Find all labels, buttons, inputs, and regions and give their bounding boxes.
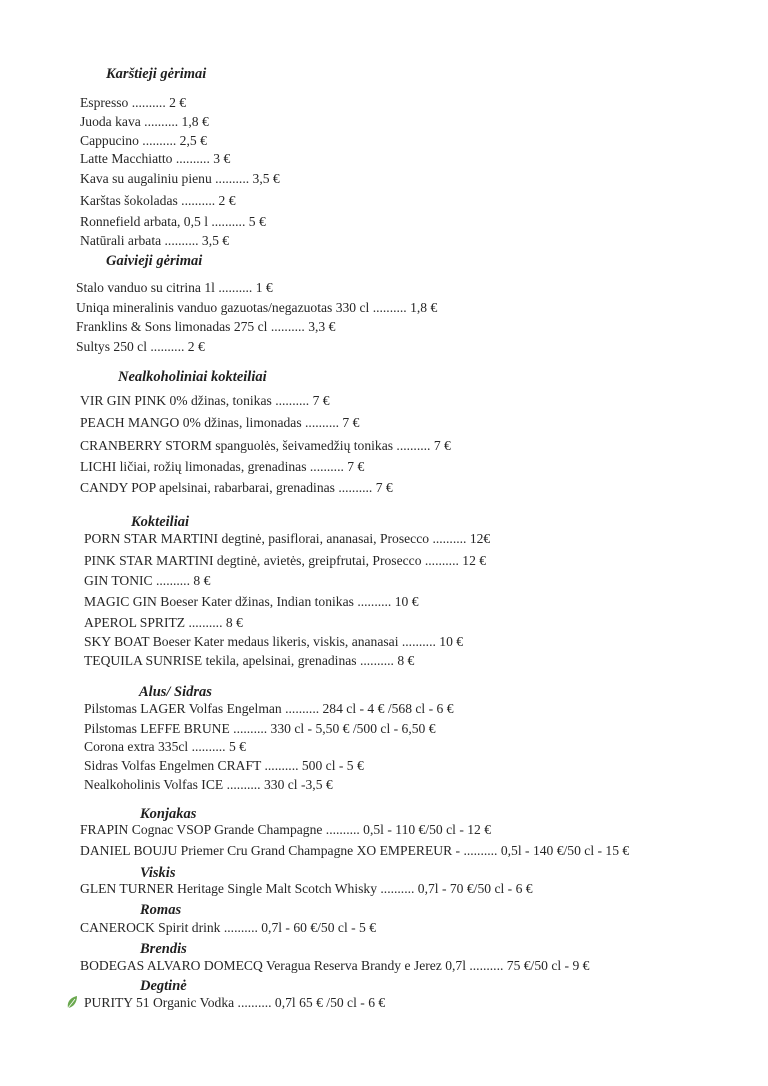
menu-item: TEQUILA SUNRISE tekila, apelsinai, grenadinas .......... 8 € xyxy=(84,653,415,668)
section-title-cognac: Konjakas xyxy=(140,806,197,822)
menu-item: SKY BOAT Boeser Kater medaus likeris, viskis, ananasai .......... 10 € xyxy=(84,634,464,649)
menu-item: VIR GIN PINK 0% džinas, tonikas .......... 7 € xyxy=(80,393,330,408)
menu-item: MAGIC GIN Boeser Kater džinas, Indian tonikas .......... 10 € xyxy=(84,594,419,609)
leaf-icon xyxy=(66,995,78,1009)
menu-item: PORN STAR MARTINI degtinė, pasiflorai, ananasai, Prosecco .......... 12€ xyxy=(84,531,491,546)
menu-item: Juoda kava .......... 1,8 € xyxy=(80,114,209,129)
menu-item: Stalo vanduo su citrina 1l .......... 1 € xyxy=(76,280,273,295)
menu-item: Uniqa mineralinis vanduo gazuotas/negazuotas 330 cl .......... 1,8 € xyxy=(76,300,438,315)
section-title-rum: Romas xyxy=(140,902,182,918)
menu-item: Sidras Volfas Engelmen CRAFT .......... 500 cl - 5 € xyxy=(84,758,364,773)
menu-item: CRANBERRY STORM spanguolės, šeivamedžių tonikas .......... 7 € xyxy=(80,438,451,453)
section-title-mocktails: Nealkoholiniai kokteiliai xyxy=(118,369,267,385)
menu-item: CANDY POP apelsinai, rabarbarai, grenadinas .......... 7 € xyxy=(80,480,393,495)
menu-item: Espresso .......... 2 € xyxy=(80,95,187,110)
menu-item: Cappucino .......... 2,5 € xyxy=(80,133,207,148)
menu-item: Karštas šokoladas .......... 2 € xyxy=(80,193,236,208)
menu-item: APEROL SPRITZ .......... 8 € xyxy=(84,615,243,630)
menu-item: PEACH MANGO 0% džinas, limonadas .......... 7 € xyxy=(80,415,360,430)
section-title-whisky: Viskis xyxy=(140,865,176,881)
menu-item: Franklins & Sons limonadas 275 cl .......... 3,3 € xyxy=(76,319,336,334)
menu-item: Nealkoholinis Volfas ICE .......... 330 cl -3,5 € xyxy=(84,777,333,792)
menu-item: Ronnefield arbata, 0,5 l .......... 5 € xyxy=(80,214,266,229)
menu-item: BODEGAS ALVARO DOMECQ Veragua Reserva Brandy e Jerez 0,7l .......... 75 €/50 cl - 9 € xyxy=(80,958,590,973)
menu-item: PINK STAR MARTINI degtinė, avietės, greipfrutai, Prosecco .......... 12 € xyxy=(84,553,487,568)
section-title-brandy: Brendis xyxy=(140,941,187,957)
section-title-hot-drinks: Karštieji gėrimai xyxy=(106,66,207,82)
menu-item: Corona extra 335cl .......... 5 € xyxy=(84,739,246,754)
section-title-soft-drinks: Gaivieji gėrimai xyxy=(106,253,203,269)
menu-item: DANIEL BOUJU Priemer Cru Grand Champagne XO EMPEREUR - .......... 0,5l - 140 €/50 cl - 15 € xyxy=(80,843,630,858)
menu-item: LICHI ličiai, rožių limonadas, grenadinas .......... 7 € xyxy=(80,459,365,474)
menu-item: CANEROCK Spirit drink .......... 0,7l - 60 €/50 cl - 5 € xyxy=(80,920,377,935)
menu-item: PURITY 51 Organic Vodka .......... 0,7l 65 € /50 cl - 6 € xyxy=(84,995,386,1010)
menu-item: Latte Macchiatto .......... 3 € xyxy=(80,151,231,166)
menu-item: Sultys 250 cl .......... 2 € xyxy=(76,339,205,354)
menu-item: Pilstomas LAGER Volfas Engelman .......... 284 cl - 4 € /568 cl - 6 € xyxy=(84,701,454,716)
menu-item: Pilstomas LEFFE BRUNE .......... 330 cl - 5,50 € /500 cl - 6,50 € xyxy=(84,721,436,736)
menu-item: GIN TONIC .......... 8 € xyxy=(84,573,211,588)
menu-item: Natūrali arbata .......... 3,5 € xyxy=(80,233,230,248)
section-title-beer-cider: Alus/ Sidras xyxy=(139,684,212,700)
section-title-cocktails: Kokteiliai xyxy=(131,514,189,530)
menu-item: FRAPIN Cognac VSOP Grande Champagne .......... 0,5l - 110 €/50 cl - 12 € xyxy=(80,822,492,837)
section-title-vodka: Degtinė xyxy=(140,978,187,994)
menu-item: Kava su augaliniu pienu .......... 3,5 € xyxy=(80,171,280,186)
menu-item: GLEN TURNER Heritage Single Malt Scotch Whisky .......... 0,7l - 70 €/50 cl - 6 € xyxy=(80,881,533,896)
